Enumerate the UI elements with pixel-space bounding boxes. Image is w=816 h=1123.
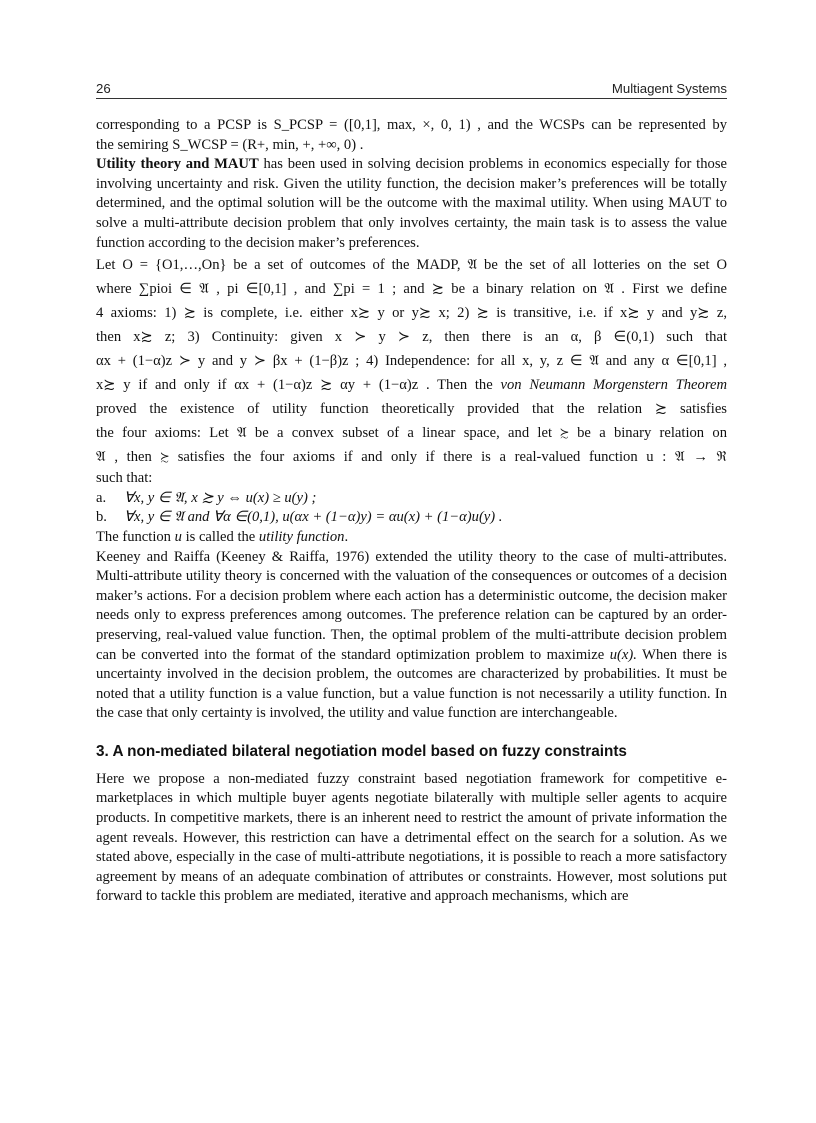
text-line [96, 373, 727, 397]
document-page [96, 78, 727, 907]
list-label: b. [96, 509, 107, 526]
text-line: Let O = {O1,…,On} be a set of outcomes of the MADP, 𝔄 be the set of all lotteries on the set O [96, 257, 727, 274]
body-text [96, 116, 727, 907]
math-symbol: u [174, 528, 182, 545]
text-line: 𝔄 , then ≿ satisfies the four axioms if and only if there is a real-valued function u : 𝔄 → ℜ [96, 449, 727, 466]
running-title: Multiagent Systems [611, 81, 727, 96]
text-fragment: The function [96, 528, 175, 545]
paragraph-text: When there is uncertainty involved in the decision problem, the outcomes are characterized by probabilities. It must be noted that a utility function is a value function, but a value function is not necessarily a utility function. In the case that only certainty is involved, the utility and value function are interchangeable. [96, 646, 727, 722]
paragraph-keeney-raiffa [96, 548, 727, 724]
italic-term: utility function [258, 528, 345, 545]
bold-term: Utility theory and MAUT [96, 156, 259, 173]
section-heading: 3. A non-mediated bilateral negotiation model based on fuzzy constraints [96, 742, 627, 760]
paragraph-text: has been used in solving decision problems in economics especially for those involving uncertainty and risk. Given the utility function, the decision maker’s preferences will be totally determined, and the optimal solution will be the outcome with the maximal utility. When using MAUT to solve a multi-attribute decision problem that only involves certainty, the main task is to assess the value function according to the decision maker’s preferences. [96, 156, 727, 251]
paragraph-section-3: Here we propose a non-mediated fuzzy constraint based negotiation framework for competitive e-marketplaces in which multiple buyer agents negotiate bilaterally with multiple seller agents to acquire products. In competitive markets, there is an inherent need to restrict the amount of private information the agent reveals. However, this restriction can have a detrimental effect on the search for a solution. As we stated above, especially in the case of multi-attribute negotiations, it is possible to reach a more satisfactory agreement by means of an adequate combination of attributes or constraints. However, most solutions put forward to tackle this problem are mediated, iterative and approach mechanisms, which are [96, 770, 727, 905]
list-item-a [96, 489, 727, 509]
list-formula: ∀x, y ∈ 𝔄, x ≿ y ⇔ u(x) ≥ u(y) ; [124, 489, 317, 506]
text-line: then x≿ z; 3) Continuity: given x ≻ y ≻ z, then there is an α, β ∈(0,1) such that [96, 329, 727, 346]
text-line: the four axioms: Let 𝔄 be a convex subset of a linear space, and let ≿ be a binary relation on [96, 425, 727, 442]
text-line: such that: [96, 470, 153, 487]
page-number: 26 [96, 81, 111, 96]
list-item-b [96, 508, 727, 528]
paragraph-utility-theory [96, 155, 727, 253]
text-fragment: is called the [181, 528, 259, 545]
paragraph-utility-function [96, 528, 727, 548]
math-expression: u(x). [609, 646, 637, 663]
list-formula: ∀x, y ∈ 𝔄 and ∀α ∈(0,1), u(αx + (1−α)y) = αu(x) + (1−α)u(y) . [124, 509, 503, 526]
text-line: corresponding to a PCSP is S_PCSP = ([0,1], max, ×, 0, 1) , and the WCSPs can be represented by [96, 117, 727, 133]
text-line: the semiring S_WCSP = (R+, min, +, +∞, 0) . [96, 136, 364, 153]
running-header [96, 78, 727, 99]
text-fragment: x≿ y if and only if αx + (1−α)z ≿ αy + (1−α)z . Then the [96, 377, 501, 394]
text-fragment: . [344, 528, 349, 545]
text-line: where ∑pioi ∈ 𝔄 , pi ∈[0,1] , and ∑pi = 1 ; and ≿ be a binary relation on 𝔄 . First we define [96, 281, 727, 298]
text-line: αx + (1−α)z ≻ y and y ≻ βx + (1−β)z ; 4) Independence: for all x, y, z ∈ 𝔄 and any α ∈[0,1] , [96, 353, 727, 370]
text-line: 4 axioms: 1) ≿ is complete, i.e. either x≿ y or y≿ x; 2) ≿ is transitive, i.e. if x≿ y and y≿ z, [96, 305, 727, 322]
theorem-name: von Neumann Morgenstern Theorem [500, 377, 727, 394]
paragraph-text: Keeney and Raiffa (Keeney & Raiffa, 1976) extended the utility theory to the case of multi-attributes. Multi-attribute utility theory is concerned with the valuation of the consequences or outcomes of a decision maker’s actions. For a decision problem where each action has a deterministic outcome, the decision maker needs only to express preferences among outcomes. The preference relation can be captured by an order-preserving, real-valued value function. Then, the optimal problem of the multi-attribute decision problem can be converted into the format of the standard optimization problem to maximize [96, 548, 727, 663]
list-label: a. [96, 489, 107, 506]
text-line: proved the existence of utility function theoretically provided that the relation ≿ satisfies [96, 401, 727, 418]
